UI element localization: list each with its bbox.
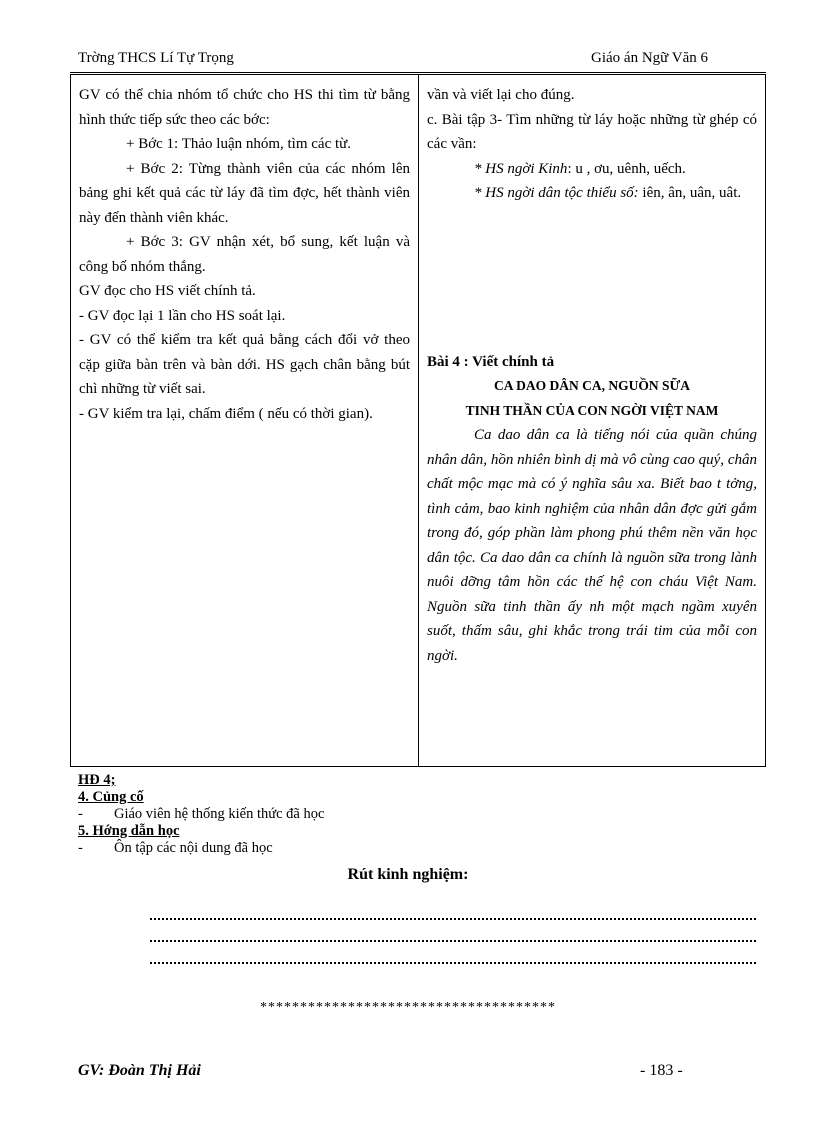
lesson-table	[70, 74, 766, 767]
notes-line-3	[150, 962, 756, 964]
notes-line-1	[150, 918, 756, 920]
left-check: - GV có thể kiểm tra kết quả bằng cách đổi vở theo cặp giữa bàn trên và bàn dới. HS gạch chân bằng bút chì những từ viết sai.	[79, 332, 410, 397]
left-dictation: GV đọc cho HS viết chính tả.	[79, 283, 256, 299]
header-subject: Giáo án Ngữ Văn 6	[591, 50, 708, 66]
dictation-passage: Ca dao dân ca là tiếng nói của quần chúng nhân dân, hồn nhiên bình dị mà vô cùng cao quý, chân chất mộc mạc mà có ý nghĩa sâu xa. Biết bao t tởng, tình cảm, bao kinh nghiệm của nhân dân đợc gửi gắm trong đó, góp phần làm phong phú thêm nền văn học dân tộc. Ca dao dân ca chính là nguồn sữa trong lành nuôi dỡng tâm hồn các thế hệ con cháu Việt Nam. Nguồn sữa tinh thần ấy nh một mạch ngầm xuyên suốt, thấm sâu, ghi khắc trong trái tim của mỗi con ngời.	[427, 427, 757, 664]
left-grade: - GV kiểm tra lại, chấm điểm ( nếu có thời gian).	[79, 405, 373, 422]
header-school: Trờng THCS Lí Tự Trọng	[78, 50, 234, 66]
kinh-line	[427, 157, 757, 182]
separator-stars: *************************************	[260, 1000, 556, 1015]
passage-title-line-1: CA DAO DÂN CA, NGUỒN SỮA	[493, 378, 690, 393]
rut-kinh-nghiem-heading: Rút kinh nghiệm:	[347, 866, 469, 883]
huong-dan-item: - Ôn tập các nội dung đã học	[78, 840, 273, 856]
kinh-label: * HS ngời Kinh	[474, 160, 568, 177]
cung-co-heading: 4. Củng cố	[78, 789, 144, 805]
hd4-heading: HĐ 4;	[78, 772, 116, 788]
left-intro: GV có thể chia nhóm tổ chức cho HS thi tìm từ bằng hình thức tiếp sức theo các bớc:	[79, 87, 410, 128]
left-reread: - GV đọc lại 1 lần cho HS soát lại.	[79, 307, 286, 324]
cung-co-item: - Giáo viên hệ thống kiến thức đã học	[78, 806, 325, 822]
footer-page-number: - 183 -	[640, 1062, 683, 1079]
exercise-3: c. Bài tập 3- Tìm những từ láy hoặc những từ ghép có các vần:	[427, 111, 757, 152]
dantoc-line	[427, 181, 757, 206]
step-3: + Bớc 3: GV nhận xét, bổ sung, kết luận và công bố nhóm thắng.	[79, 234, 410, 275]
content-column	[419, 75, 766, 767]
huong-dan-heading: 5. Hớng dẫn học	[78, 823, 180, 839]
kinh-text: : u , ơu, uênh, uếch.	[567, 160, 686, 177]
lesson-4-title: Bài 4 : Viết chính tả	[427, 353, 555, 370]
dantoc-label: * HS ngời dân tộc thiểu số:	[474, 185, 639, 201]
header-rule	[70, 72, 766, 73]
dantoc-text: iên, ân, uân, uât.	[638, 185, 742, 201]
step-1: + Bớc 1: Thảo luận nhóm, tìm các từ.	[126, 136, 352, 152]
right-continue: vần và viết lại cho đúng.	[427, 87, 575, 103]
footer-teacher: GV: Đoàn Thị Hải	[78, 1062, 201, 1079]
activity-column	[71, 75, 419, 767]
passage-title-line-2: TINH THẦN CỦA CON NGỜI VIỆT NAM	[465, 402, 719, 418]
step-2: + Bớc 2: Từng thành viên của các nhóm lên bảng ghi kết quả các từ láy đã tìm đợc, hết thành viên này đến thành viên khác.	[79, 160, 410, 226]
notes-line-2	[150, 940, 756, 942]
